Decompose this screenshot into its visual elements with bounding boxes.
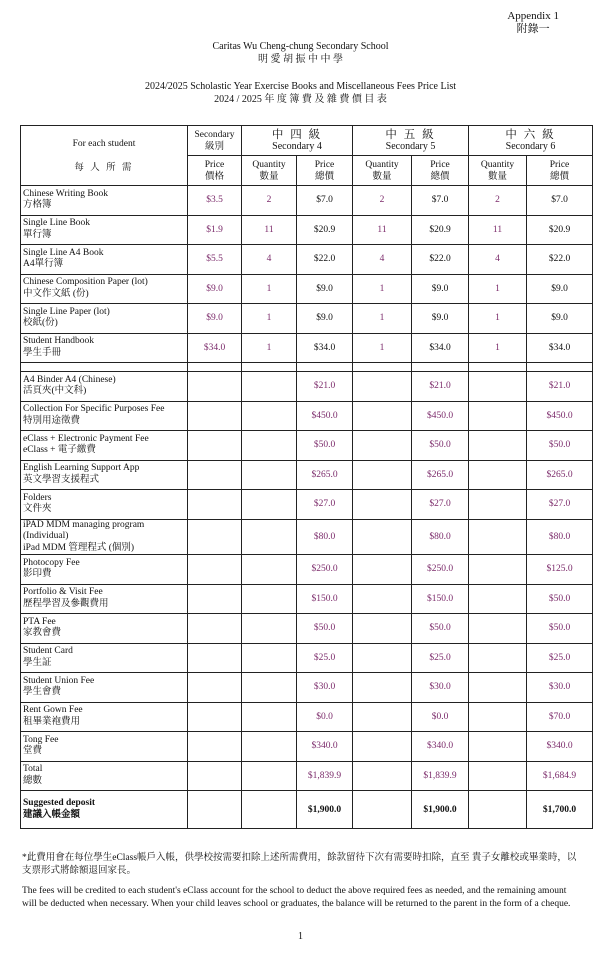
empty-cell xyxy=(188,401,242,431)
empty-cell xyxy=(242,702,297,732)
s6-fee: $27.0 xyxy=(527,490,593,520)
s6-price: $20.9 xyxy=(527,215,593,245)
s5-fee: $340.0 xyxy=(412,732,469,762)
fee-label xyxy=(21,761,188,791)
unit-price: $34.0 xyxy=(188,333,242,363)
s6-quantity: 1 xyxy=(469,333,527,363)
empty-cell xyxy=(469,519,527,555)
item-label xyxy=(21,333,188,363)
item-label-en: A4 Binder A4 (Chinese) xyxy=(23,374,116,385)
empty-cell xyxy=(242,519,297,555)
fee-label xyxy=(21,460,188,490)
s6-fee: $1,684.9 xyxy=(527,761,593,791)
school-name-zh: 明 愛 胡 振 中 中 學 xyxy=(258,54,343,65)
item-row xyxy=(21,245,593,275)
item-label xyxy=(21,186,188,216)
s4-quantity-header: Quantity 數量 xyxy=(242,156,297,186)
grade-s6-header: 中 六 級 Secondary 6 xyxy=(469,126,593,156)
fee-label xyxy=(21,702,188,732)
s5-price: $9.0 xyxy=(412,274,469,304)
s4-price: $22.0 xyxy=(297,245,353,275)
s5-price: $22.0 xyxy=(412,245,469,275)
school-name-en: Caritas Wu Cheng-chung Secondary School xyxy=(212,41,389,52)
fee-row xyxy=(21,614,593,644)
item-label-en: Single Line Paper (lot) xyxy=(23,306,110,317)
item-label-zh: 總數 xyxy=(23,775,43,786)
fee-row xyxy=(21,555,593,585)
section-gap xyxy=(21,363,593,372)
s5-fee: $450.0 xyxy=(412,401,469,431)
s5-price: $34.0 xyxy=(412,333,469,363)
unit-price-header: Price 價格 xyxy=(188,156,242,186)
item-label-en: Chinese Composition Paper (lot) xyxy=(23,277,148,288)
s4-fee: $50.0 xyxy=(297,431,353,461)
empty-cell xyxy=(353,761,412,791)
items-body xyxy=(21,186,593,363)
s6-fee: $50.0 xyxy=(527,431,593,461)
s4-total-header: Price 總價 xyxy=(297,156,353,186)
item-label xyxy=(21,304,188,334)
fee-label xyxy=(21,372,188,402)
s6-quantity: 2 xyxy=(469,186,527,216)
empty-cell xyxy=(469,431,527,461)
empty-cell xyxy=(188,519,242,555)
item-label-en: Single Line Book xyxy=(23,218,91,229)
empty-cell xyxy=(353,584,412,614)
fee-row xyxy=(21,490,593,520)
s4-quantity: 4 xyxy=(242,245,297,275)
empty-cell xyxy=(353,460,412,490)
unit-price: $9.0 xyxy=(188,304,242,334)
deposit-row xyxy=(21,791,593,829)
s6-quantity: 1 xyxy=(469,304,527,334)
fee-row xyxy=(21,401,593,431)
item-label-en: Rent Gown Fee xyxy=(23,705,83,716)
empty-cell xyxy=(242,431,297,461)
s6-fee: $50.0 xyxy=(527,584,593,614)
empty-cell xyxy=(242,555,297,585)
empty-cell xyxy=(188,673,242,703)
empty-cell xyxy=(242,584,297,614)
s4-fee: $25.0 xyxy=(297,643,353,673)
item-label-zh: 學生手冊 xyxy=(23,347,62,358)
empty-cell xyxy=(469,490,527,520)
s6-fee: $30.0 xyxy=(527,673,593,703)
fee-label xyxy=(21,732,188,762)
empty-cell xyxy=(353,643,412,673)
item-label-zh: iPad MDM 管理程式 (個別) xyxy=(23,542,135,553)
fee-row xyxy=(21,643,593,673)
item-label-zh: 特別用途徵費 xyxy=(23,415,81,426)
item-label xyxy=(21,215,188,245)
item-row xyxy=(21,186,593,216)
s6-fee: $25.0 xyxy=(527,643,593,673)
item-label-en: PTA Fee xyxy=(23,616,56,627)
item-label-zh: 租畢業袍費用 xyxy=(23,716,81,727)
s4-quantity: 1 xyxy=(242,333,297,363)
empty-cell xyxy=(188,643,242,673)
s4-fee: $150.0 xyxy=(297,584,353,614)
item-label-zh: 家教會費 xyxy=(23,628,62,639)
s4-fee: $27.0 xyxy=(297,490,353,520)
item-label-en: English Learning Support App xyxy=(23,463,140,474)
s6-fee: $340.0 xyxy=(527,732,593,762)
fee-row xyxy=(21,584,593,614)
fee-label xyxy=(21,673,188,703)
empty-cell xyxy=(469,401,527,431)
unit-price: $5.5 xyxy=(188,245,242,275)
s4-fee: $21.0 xyxy=(297,372,353,402)
empty-cell xyxy=(469,460,527,490)
appendix-zh: 附錄一 xyxy=(516,23,550,35)
s4-fee: $30.0 xyxy=(297,673,353,703)
deposit-s6: $1,700.0 xyxy=(527,791,593,829)
fees-table xyxy=(20,125,593,829)
empty-cell xyxy=(469,702,527,732)
item-label-en: Tong Fee xyxy=(23,734,59,745)
empty-cell xyxy=(469,643,527,673)
item-label-en: Folders xyxy=(23,492,52,503)
s6-quantity: 11 xyxy=(469,215,527,245)
s5-quantity: 2 xyxy=(353,186,412,216)
for-each-student-header: For each student 每 人 所 需 xyxy=(21,126,188,186)
s4-quantity: 1 xyxy=(242,304,297,334)
fee-row xyxy=(21,460,593,490)
notes xyxy=(22,852,582,918)
s6-fee: $125.0 xyxy=(527,555,593,585)
item-label-en: Student Union Fee xyxy=(23,675,95,686)
appendix-en: Appendix 1 xyxy=(507,10,559,22)
s5-quantity: 4 xyxy=(353,245,412,275)
item-label-en: Portfolio & Visit Fee xyxy=(23,587,103,598)
empty-cell xyxy=(188,584,242,614)
fee-label xyxy=(21,614,188,644)
fee-label xyxy=(21,519,188,555)
item-label-en: Collection For Specific Purposes Fee xyxy=(23,404,165,415)
s6-price: $9.0 xyxy=(527,274,593,304)
document-header xyxy=(0,40,601,106)
s5-fee: $265.0 xyxy=(412,460,469,490)
item-label-zh: 學生會費 xyxy=(23,687,62,698)
s5-fee: $50.0 xyxy=(412,614,469,644)
s4-fee: $80.0 xyxy=(297,519,353,555)
empty-cell xyxy=(188,761,242,791)
empty-cell xyxy=(353,702,412,732)
s6-fee: $265.0 xyxy=(527,460,593,490)
item-row xyxy=(21,274,593,304)
fee-label xyxy=(21,584,188,614)
fee-label xyxy=(21,490,188,520)
s5-fee: $27.0 xyxy=(412,490,469,520)
header-row-1 xyxy=(21,126,593,156)
grade-s5-header: 中 五 級 Secondary 5 xyxy=(353,126,469,156)
deposit-label: Suggested deposit 建議入帳金額 xyxy=(21,791,188,829)
item-label-en: Student Card xyxy=(23,646,73,657)
item-label-en: Total xyxy=(23,764,43,775)
s4-fee: $450.0 xyxy=(297,401,353,431)
item-label-zh: 英文學習支援程式 xyxy=(23,474,100,485)
empty-cell xyxy=(242,732,297,762)
s5-fee: $1,839.9 xyxy=(412,761,469,791)
fee-label xyxy=(21,643,188,673)
s6-quantity: 1 xyxy=(469,274,527,304)
s4-price: $9.0 xyxy=(297,304,353,334)
fee-row xyxy=(21,702,593,732)
item-label-zh: 影印費 xyxy=(23,569,52,580)
s5-fee: $21.0 xyxy=(412,372,469,402)
item-label-zh: 中文作文紙 (份) xyxy=(23,288,89,299)
s5-fee: $30.0 xyxy=(412,673,469,703)
s5-price: $9.0 xyxy=(412,304,469,334)
empty-cell xyxy=(353,372,412,402)
s6-total-header: Price 總價 xyxy=(527,156,593,186)
empty-cell xyxy=(188,732,242,762)
fee-label xyxy=(21,431,188,461)
fee-label xyxy=(21,555,188,585)
s6-quantity: 4 xyxy=(469,245,527,275)
appendix-label xyxy=(507,10,559,36)
item-label-zh: 方格簿 xyxy=(23,200,52,211)
empty-cell xyxy=(242,401,297,431)
fee-row xyxy=(21,732,593,762)
s5-price: $20.9 xyxy=(412,215,469,245)
empty-cell xyxy=(242,643,297,673)
deposit-s5: $1,900.0 xyxy=(412,791,469,829)
fee-row xyxy=(21,761,593,791)
s4-fee: $340.0 xyxy=(297,732,353,762)
item-label-zh: A4單行簿 xyxy=(23,259,64,270)
item-label-zh: eClass + 電子繳費 xyxy=(23,445,96,456)
s4-price: $34.0 xyxy=(297,333,353,363)
s6-price: $7.0 xyxy=(527,186,593,216)
s6-price: $34.0 xyxy=(527,333,593,363)
unit-price: $3.5 xyxy=(188,186,242,216)
empty-cell xyxy=(188,490,242,520)
empty-cell xyxy=(469,761,527,791)
s6-fee: $80.0 xyxy=(527,519,593,555)
s5-fee: $25.0 xyxy=(412,643,469,673)
s4-price: $7.0 xyxy=(297,186,353,216)
empty-cell xyxy=(188,431,242,461)
page-number: 1 xyxy=(298,931,303,942)
s5-fee: $0.0 xyxy=(412,702,469,732)
s5-total-header: Price 總價 xyxy=(412,156,469,186)
fee-row xyxy=(21,372,593,402)
s5-quantity: 1 xyxy=(353,304,412,334)
s5-fee: $250.0 xyxy=(412,555,469,585)
s5-fee: $150.0 xyxy=(412,584,469,614)
empty-cell xyxy=(469,614,527,644)
item-label-en: Single Line A4 Book xyxy=(23,247,104,258)
s5-quantity-header: Quantity 數量 xyxy=(353,156,412,186)
empty-cell xyxy=(242,673,297,703)
empty-cell xyxy=(469,673,527,703)
s4-fee: $250.0 xyxy=(297,555,353,585)
title-zh: 2024 / 2025 年 度 簿 費 及 雜 費 價 目 表 xyxy=(214,94,387,105)
s5-quantity: 1 xyxy=(353,274,412,304)
s4-fee: $0.0 xyxy=(297,702,353,732)
empty-cell xyxy=(242,490,297,520)
empty-cell xyxy=(469,584,527,614)
s4-quantity: 2 xyxy=(242,186,297,216)
item-label-en: Chinese Writing Book xyxy=(23,188,108,199)
item-label-zh: 活頁夾(中文科) xyxy=(23,386,87,397)
empty-cell xyxy=(188,555,242,585)
item-label-zh: 單行簿 xyxy=(23,229,52,240)
empty-cell xyxy=(353,519,412,555)
empty-cell xyxy=(242,761,297,791)
item-row xyxy=(21,333,593,363)
empty-cell xyxy=(188,460,242,490)
note-en: The fees will be credited to each student's eClass account for the school to deduct the above required fees as needed, and the remaining amount will be deducted when necessary. When your child leaves school or graduates, the balance will be returned to the parent in the form of a cheque. xyxy=(22,886,571,909)
fee-row xyxy=(21,673,593,703)
s4-fee: $265.0 xyxy=(297,460,353,490)
s6-fee: $50.0 xyxy=(527,614,593,644)
item-label-zh: 堂費 xyxy=(23,746,43,757)
s5-fee: $50.0 xyxy=(412,431,469,461)
item-label-en: iPAD MDM managing program (Individual) xyxy=(23,519,145,541)
gap-body xyxy=(21,363,593,372)
empty-cell xyxy=(469,372,527,402)
item-label-zh: 學生証 xyxy=(23,657,52,668)
item-label-en: Student Handbook xyxy=(23,336,94,347)
empty-cell xyxy=(469,555,527,585)
s4-price: $9.0 xyxy=(297,274,353,304)
s4-quantity: 11 xyxy=(242,215,297,245)
empty-cell xyxy=(353,431,412,461)
item-label-zh: 校紙(份) xyxy=(23,318,58,329)
fees-body xyxy=(21,372,593,791)
s6-fee: $21.0 xyxy=(527,372,593,402)
empty-cell xyxy=(188,372,242,402)
s6-price: $22.0 xyxy=(527,245,593,275)
secondary-header: Secondary 級別 xyxy=(188,126,242,156)
item-row xyxy=(21,215,593,245)
empty-cell xyxy=(188,614,242,644)
s4-fee: $1,839.9 xyxy=(297,761,353,791)
item-row xyxy=(21,304,593,334)
s4-price: $20.9 xyxy=(297,215,353,245)
s6-quantity-header: Quantity 數量 xyxy=(469,156,527,186)
s4-fee: $50.0 xyxy=(297,614,353,644)
item-label xyxy=(21,245,188,275)
s4-quantity: 1 xyxy=(242,274,297,304)
empty-cell xyxy=(353,401,412,431)
s5-price: $7.0 xyxy=(412,186,469,216)
fee-row xyxy=(21,431,593,461)
s6-fee: $70.0 xyxy=(527,702,593,732)
empty-cell xyxy=(242,460,297,490)
deposit-body xyxy=(21,791,593,829)
empty-cell xyxy=(353,614,412,644)
empty-cell xyxy=(353,490,412,520)
title-en: 2024/2025 Scholastic Year Exercise Books and Miscellaneous Fees Price List xyxy=(144,81,457,92)
empty-cell xyxy=(242,614,297,644)
unit-price: $9.0 xyxy=(188,274,242,304)
s5-quantity: 1 xyxy=(353,333,412,363)
empty-cell xyxy=(353,555,412,585)
empty-cell xyxy=(469,732,527,762)
s5-fee: $80.0 xyxy=(412,519,469,555)
item-label xyxy=(21,274,188,304)
empty-cell xyxy=(242,372,297,402)
deposit-s4: $1,900.0 xyxy=(297,791,353,829)
grade-s4-header: 中 四 級 Secondary 4 xyxy=(242,126,353,156)
s6-fee: $450.0 xyxy=(527,401,593,431)
fee-row xyxy=(21,519,593,555)
unit-price: $1.9 xyxy=(188,215,242,245)
empty-cell xyxy=(188,702,242,732)
fee-label xyxy=(21,401,188,431)
s6-price: $9.0 xyxy=(527,304,593,334)
note-zh: *此費用會在每位學生eClass帳戶入帳，供學校按需要扣除上述所需費用，餘款留待下次有需要時扣除，直至 貴子女離校或畢業時，以支票形式將餘額退回家長。 xyxy=(22,853,577,876)
empty-cell xyxy=(353,673,412,703)
item-label-zh: 歷程學習及參觀費用 xyxy=(23,598,109,609)
item-label-en: Photocopy Fee xyxy=(23,557,80,568)
item-label-zh: 文件夾 xyxy=(23,504,52,515)
empty-cell xyxy=(353,732,412,762)
s5-quantity: 11 xyxy=(353,215,412,245)
item-label-en: eClass + Electronic Payment Fee xyxy=(23,433,149,444)
